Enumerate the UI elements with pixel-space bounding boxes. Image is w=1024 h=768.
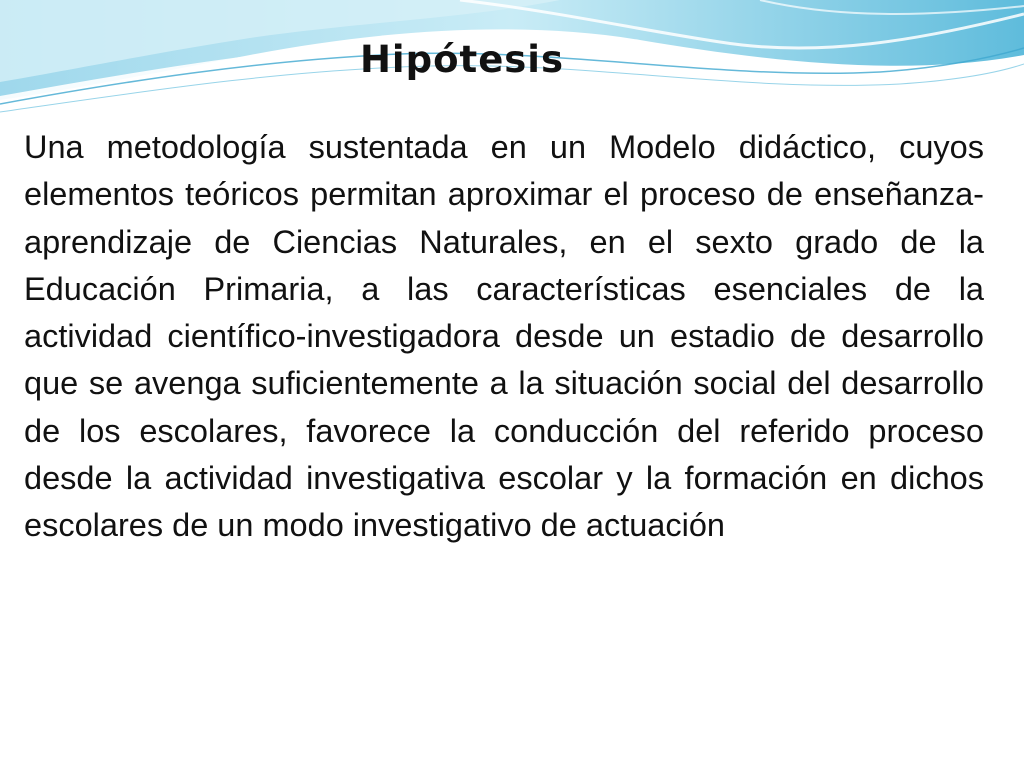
- hypothesis-paragraph: Una metodología sustentada en un Modelo didáctico, cuyos elementos teóricos permitan aproximar el proceso de enseñanza-aprendizaje de Ciencias Naturales, en el sexto grado de la Educación Primaria, a las características esenciales de la actividad científico-investigadora desde un estadio de desarrollo que se avenga suficientemente a la situación social del desarrollo de los escolares, favorece la conducción del referido proceso desde la actividad investigativa escolar y la formación en dichos escolares de un modo investigativo de actuación: [24, 129, 984, 544]
- slide-title: Hipótesis: [359, 38, 565, 81]
